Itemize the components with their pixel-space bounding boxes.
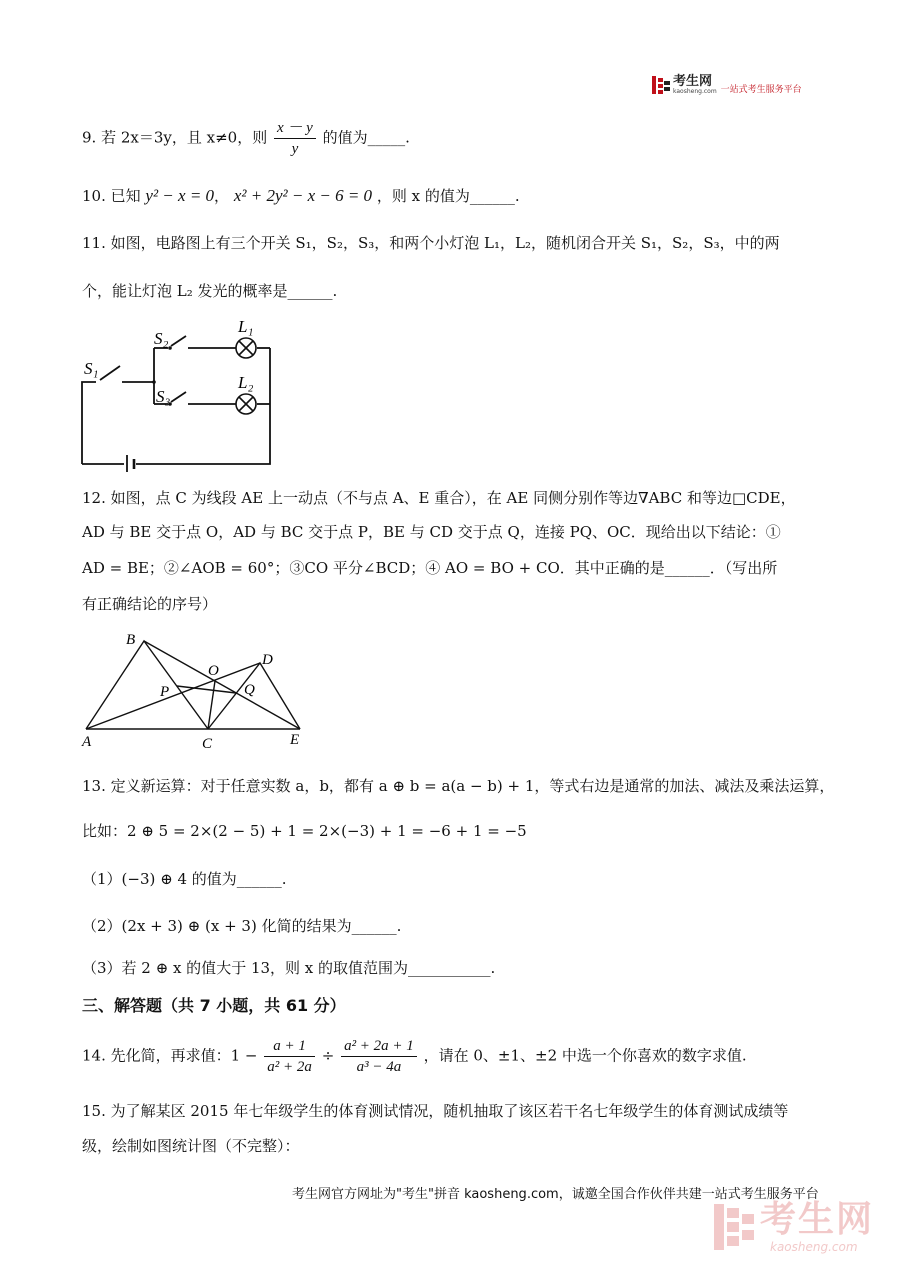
q9-denominator: y bbox=[291, 141, 299, 157]
label-o: O bbox=[208, 663, 219, 679]
section-3-heading: 三、解答题（共 7 小题，共 61 分） bbox=[82, 996, 346, 1015]
switch-s2-blade bbox=[171, 336, 186, 346]
question-9 bbox=[82, 118, 410, 159]
question-10 bbox=[82, 186, 520, 206]
segment-pq bbox=[177, 686, 236, 693]
q10-text: 10. 已知 bbox=[82, 187, 141, 205]
question-15-line-1: 15. 为了解某区 2015 年七年级学生的体育测试情况，随机抽取了该区若干名七年级学生的体育测试成绩等 bbox=[82, 1102, 789, 1120]
q10-equation-1: y² − x = 0 bbox=[145, 186, 215, 205]
q14-fraction-2 bbox=[341, 1036, 417, 1077]
label-s3: S₃ bbox=[156, 387, 171, 406]
watermark-logo-icon bbox=[712, 1202, 756, 1252]
q10-sep: ， bbox=[214, 187, 230, 205]
switch-s1-blade bbox=[100, 366, 120, 380]
question-15-line-2: 级，绘制如图统计图（不完整）： bbox=[82, 1137, 300, 1155]
watermark-url: kaosheng.com bbox=[770, 1240, 858, 1254]
question-13-sub-2: （2）(2x + 3) ⊕ (x + 3) 化简的结果为______. bbox=[82, 917, 402, 935]
question-13-line-1: 13. 定义新运算：对于任意实数 a，b，都有 a ⊕ b = a(a − b) + 1，等式右边是通常的加法、减法及乘法运算， bbox=[82, 777, 835, 795]
bulb-l1-icon bbox=[236, 338, 256, 358]
logo-mark-icon bbox=[652, 76, 670, 94]
question-14 bbox=[82, 1036, 747, 1077]
label-l1: L₁ bbox=[238, 317, 254, 336]
q14-fraction-2-num: a² + 2a + 1 bbox=[341, 1036, 417, 1057]
question-12-line-2: AD 与 BE 交于点 O，AD 与 BC 交于点 P，BE 与 CD 交于点 Q，连接 PQ、OC．现给出以下结论：① bbox=[82, 523, 781, 541]
switch-s3-blade bbox=[171, 392, 186, 402]
battery-icon bbox=[127, 455, 134, 472]
label-l2: L₂ bbox=[238, 373, 254, 392]
watermark bbox=[712, 1200, 882, 1260]
q10-equation-2: x² + 2y² − x − 6 = 0 bbox=[233, 186, 373, 205]
circuit-wire-right bbox=[136, 348, 270, 464]
question-13-line-2: 比如：2 ⊕ 5 = 2×(2 − 5) + 1 = 2×(−3) + 1 = −6 + 1 = −5 bbox=[82, 822, 527, 840]
footer-text: 考生网官方网址为"考生"拼音 kaosheng.com，诚邀全国合作伙伴共建一站式考生服务平台 bbox=[292, 1187, 819, 1202]
label-q: Q bbox=[244, 682, 255, 698]
q14-fraction-1 bbox=[264, 1036, 315, 1077]
q14-tail: ，请在 0、±1、±2 中选一个你喜欢的数字求值. bbox=[423, 1046, 747, 1065]
q9-tail: 的值为_____. bbox=[322, 128, 410, 147]
question-11-line-1: 11. 如图，电路图上有三个开关 S₁，S₂，S₃，和两个小灯泡 L₁，L₂，随机闭合开关 S₁，S₂，S₃，中的两 bbox=[82, 234, 780, 252]
label-e: E bbox=[290, 732, 300, 748]
q9-text: 9. 若 2x＝3y，且 x≠0，则 bbox=[82, 128, 268, 147]
question-13-sub-3: （3）若 2 ⊕ x 的值大于 13，则 x 的取值范围为___________. bbox=[82, 959, 496, 977]
label-p: P bbox=[160, 684, 170, 700]
question-12-line-1: 12. 如图，点 C 为线段 AE 上一动点（不与点 A、E 重合），在 AE 同侧分别作等边∇ABC 和等边□CDE， bbox=[82, 489, 796, 507]
label-a: A bbox=[82, 734, 92, 750]
question-12-line-4: 有正确结论的序号） bbox=[82, 595, 218, 613]
logo-url: kaosheng.com bbox=[673, 88, 717, 95]
label-s1: S₁ bbox=[84, 359, 99, 378]
question-13-sub-1: （1）(−3) ⊕ 4 的值为______. bbox=[82, 870, 287, 888]
q14-fraction-1-num: a + 1 bbox=[264, 1036, 315, 1057]
circuit-diagram bbox=[78, 312, 278, 472]
q9-fraction bbox=[274, 118, 316, 159]
q14-divide: ÷ bbox=[321, 1046, 335, 1065]
q9-numerator: x － y bbox=[274, 118, 316, 139]
triangle-abc bbox=[86, 641, 208, 729]
label-d: D bbox=[262, 652, 273, 668]
question-11-line-2: 个，能让灯泡 L₂ 发光的概率是______. bbox=[82, 282, 338, 300]
logo-slogan: 一站式考生服务平台 bbox=[720, 84, 802, 95]
question-12-line-3: AD = BE；②∠AOB = 60°；③CO 平分∠BCD；④ AO = BO + CO．其中正确的是______．（写出所 bbox=[82, 559, 778, 577]
bulb-l2-icon bbox=[236, 394, 256, 414]
label-s2: S₂ bbox=[154, 329, 169, 348]
label-b: B bbox=[126, 632, 136, 648]
logo-title: 考生网 bbox=[673, 74, 713, 89]
label-c: C bbox=[202, 736, 213, 752]
q14-text: 14. 先化简，再求值：1 − bbox=[82, 1046, 258, 1065]
geometry-diagram bbox=[78, 626, 318, 756]
watermark-text: 考生网 bbox=[760, 1199, 875, 1240]
circuit-wire-left bbox=[82, 382, 96, 464]
q10-tail: ，则 x 的值为______. bbox=[376, 187, 520, 205]
q14-fraction-1-den: a² + 2a bbox=[267, 1059, 312, 1075]
q14-fraction-2-den: a³ − 4a bbox=[356, 1059, 402, 1075]
site-logo bbox=[652, 72, 802, 98]
